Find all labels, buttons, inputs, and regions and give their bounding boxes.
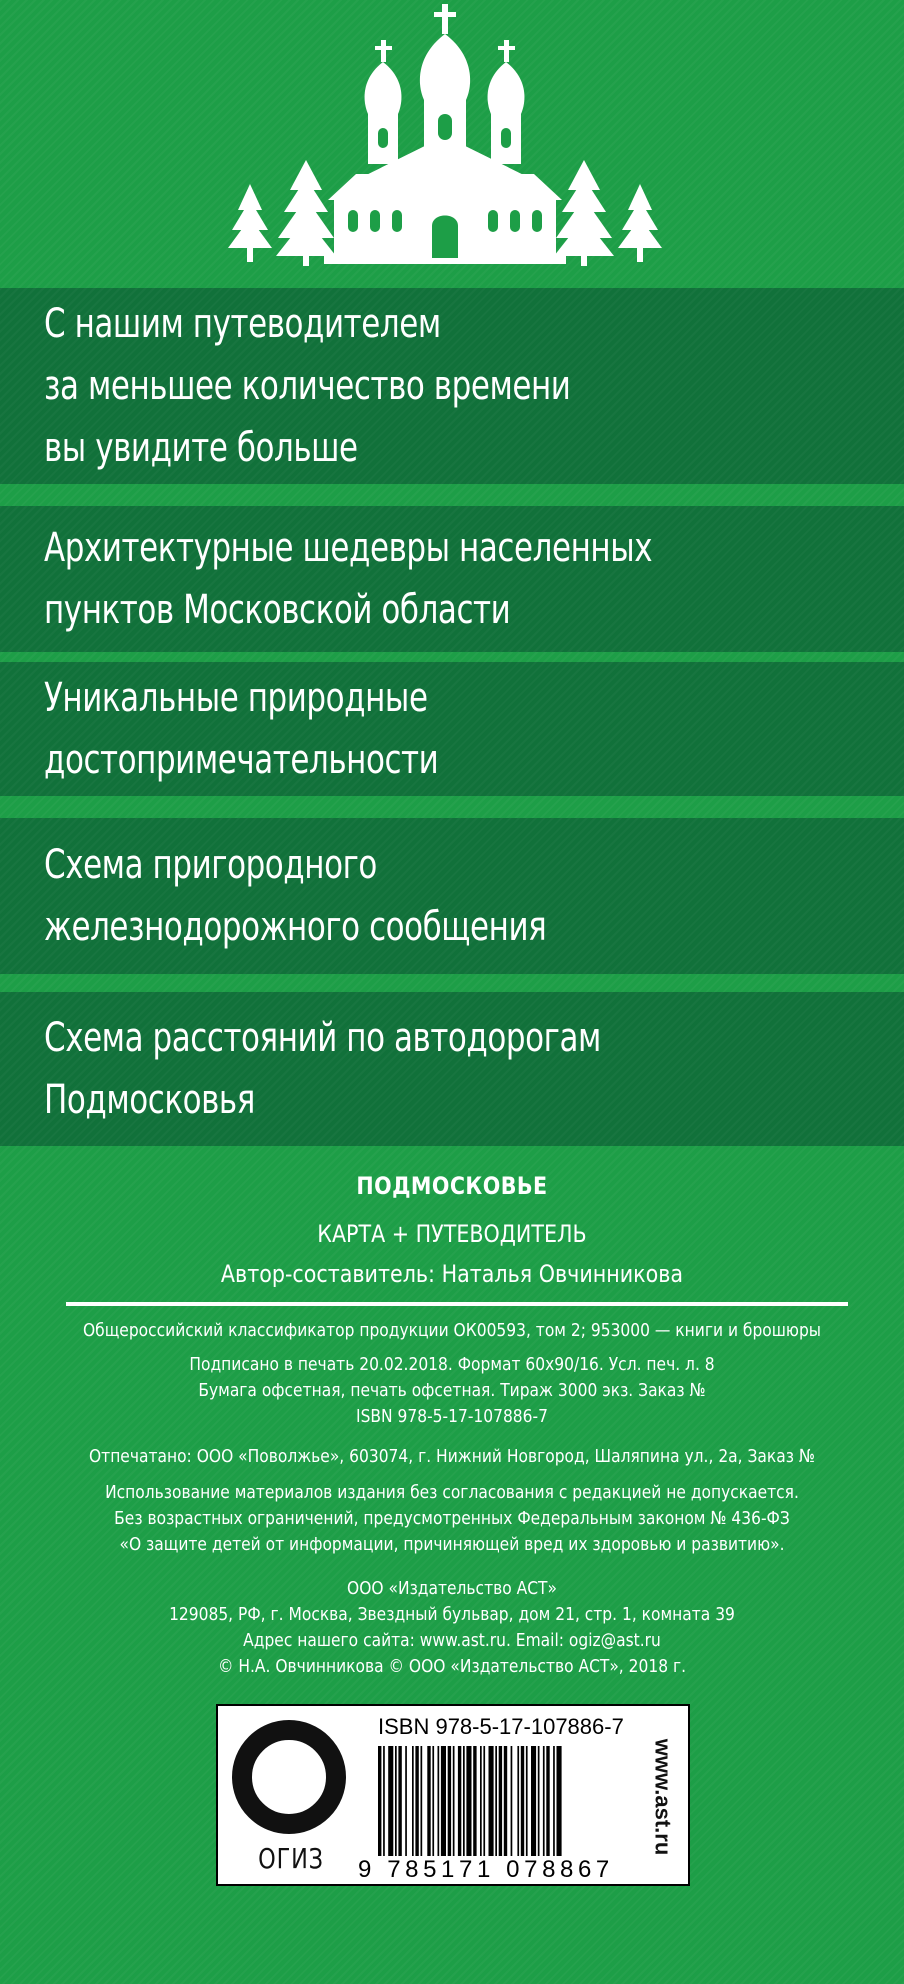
barcode-bar bbox=[466, 1746, 471, 1856]
barcode-bar bbox=[412, 1746, 414, 1856]
book-subtitle: КАРТА + ПУТЕВОДИТЕЛЬ bbox=[317, 1220, 587, 1248]
barcode-bar bbox=[473, 1746, 476, 1856]
barcode-bar bbox=[557, 1746, 562, 1856]
barcode-bar bbox=[453, 1746, 455, 1856]
divider bbox=[66, 1302, 848, 1306]
publisher-line: © Н.А. Овчинникова © ООО «Издательство АСТ», 2018 г. bbox=[217, 1656, 687, 1677]
banner-line: Схема пригородного bbox=[44, 842, 377, 888]
publisher-line: 129085, РФ, г. Москва, Звездный бульвар, дом 21, стр. 1, комната 39 bbox=[169, 1604, 735, 1625]
barcode-bar bbox=[511, 1746, 513, 1856]
feature-banner bbox=[0, 662, 904, 796]
barcode-bar bbox=[438, 1746, 440, 1856]
barcode-bar bbox=[546, 1746, 549, 1856]
feature-banner bbox=[0, 818, 904, 974]
banner-line: железнодорожного сообщения bbox=[44, 904, 547, 950]
publisher-line: Адрес нашего сайта: www.ast.ru. Email: ogiz@ast.ru bbox=[243, 1630, 661, 1651]
barcode-bar bbox=[495, 1746, 497, 1856]
fir-tree-icon bbox=[618, 184, 662, 262]
barcode-bar bbox=[483, 1746, 485, 1856]
church-icon bbox=[228, 4, 676, 266]
barcode-bar bbox=[441, 1746, 446, 1856]
barcode-bar bbox=[427, 1746, 430, 1856]
barcode-panel bbox=[216, 1704, 690, 1886]
site-url-vertical bbox=[642, 1716, 682, 1878]
barcode-bar bbox=[405, 1746, 407, 1856]
barcode-bar bbox=[499, 1746, 502, 1856]
barcode-bar bbox=[383, 1746, 385, 1856]
isbn-label: ISBN 978-5-17-107886-7 bbox=[378, 1714, 624, 1739]
barcode-bar bbox=[432, 1746, 434, 1856]
barcode-bar bbox=[480, 1746, 482, 1856]
barcode-bar bbox=[415, 1746, 418, 1856]
legal-line: Использование материалов издания без согласования с редакцией не допускается. bbox=[105, 1482, 799, 1503]
barcode-bar bbox=[521, 1746, 524, 1856]
barcode-bar bbox=[517, 1746, 519, 1856]
barcode-bar bbox=[553, 1746, 555, 1856]
banner-line: за меньшее количество времени bbox=[44, 363, 571, 409]
book-author: Автор-составитель: Наталья Овчинникова bbox=[220, 1260, 684, 1288]
ean-digits: 9 785171 078867 bbox=[358, 1856, 614, 1883]
print-info-line: ISBN 978-5-17-107886-7 bbox=[356, 1406, 548, 1427]
ogiz-logo-icon bbox=[232, 1720, 346, 1834]
banner-line: С нашим путеводителем bbox=[44, 301, 441, 347]
site-url: www.ast.ru bbox=[650, 1738, 676, 1856]
print-info bbox=[0, 1352, 904, 1430]
barcode-bar bbox=[538, 1746, 540, 1856]
banner-line: Уникальные природные bbox=[44, 675, 428, 721]
feature-banner bbox=[0, 288, 904, 484]
barcode-bar bbox=[378, 1746, 381, 1856]
fir-tree-icon bbox=[276, 160, 336, 266]
printed-by-line: Отпечатано: ООО «Поволжье», 603074, г. Нижний Новгород, Шаляпина ул., 2а, Заказ № bbox=[88, 1446, 816, 1467]
barcode-bar bbox=[531, 1746, 536, 1856]
print-info-line: Бумага офсетная, печать офсетная. Тираж 3000 экз. Заказ № bbox=[198, 1380, 706, 1401]
barcode-bar bbox=[458, 1746, 461, 1856]
barcode-bar bbox=[489, 1746, 494, 1856]
banner-line: достопримечательности bbox=[44, 737, 439, 783]
barcode-bar bbox=[448, 1746, 451, 1856]
ogiz-logo-text: ОГИЗ bbox=[258, 1842, 324, 1875]
barcode-bar bbox=[421, 1746, 423, 1856]
banner-line: пунктов Московской области bbox=[44, 587, 511, 633]
barcode-icon bbox=[378, 1746, 632, 1856]
fir-tree-icon bbox=[228, 184, 272, 262]
publisher-line: ООО «Издательство АСТ» bbox=[347, 1578, 557, 1599]
feature-banner bbox=[0, 992, 904, 1146]
banner-line: Схема расстояний по автодорогам bbox=[44, 1015, 601, 1061]
legal-line: Без возрастных ограничений, предусмотренных Федеральным законом № 436-ФЗ bbox=[114, 1508, 790, 1529]
print-info-line: Подписано в печать 20.02.2018. Формат 60х90/16. Усл. печ. л. 8 bbox=[189, 1354, 715, 1375]
banner-line: вы увидите больше bbox=[44, 425, 358, 471]
banner-line: Архитектурные шедевры населенных bbox=[44, 525, 653, 571]
banner-line: Подмосковья bbox=[44, 1077, 255, 1123]
feature-banner bbox=[0, 506, 904, 652]
legal-notice bbox=[0, 1480, 904, 1558]
printed-by bbox=[0, 1444, 904, 1470]
fir-tree-icon bbox=[554, 160, 614, 266]
classifier-line: Общероссийский классификатор продукции ОК00593, том 2; 953000 — книги и брошюры bbox=[82, 1320, 822, 1341]
barcode-bar bbox=[398, 1746, 401, 1856]
barcode-bar bbox=[463, 1746, 465, 1856]
classifier-text bbox=[0, 1318, 904, 1344]
legal-line: «О защите детей от информации, причиняющей вред их здоровью и развитию». bbox=[119, 1534, 785, 1555]
book-title: ПОДМОСКОВЬЕ bbox=[356, 1172, 548, 1200]
barcode-bar bbox=[543, 1746, 545, 1856]
barcode-bar bbox=[504, 1746, 507, 1856]
barcode-bar bbox=[395, 1746, 397, 1856]
publisher-info bbox=[0, 1576, 904, 1680]
barcode-bar bbox=[526, 1746, 528, 1856]
barcode-bar bbox=[388, 1746, 393, 1856]
